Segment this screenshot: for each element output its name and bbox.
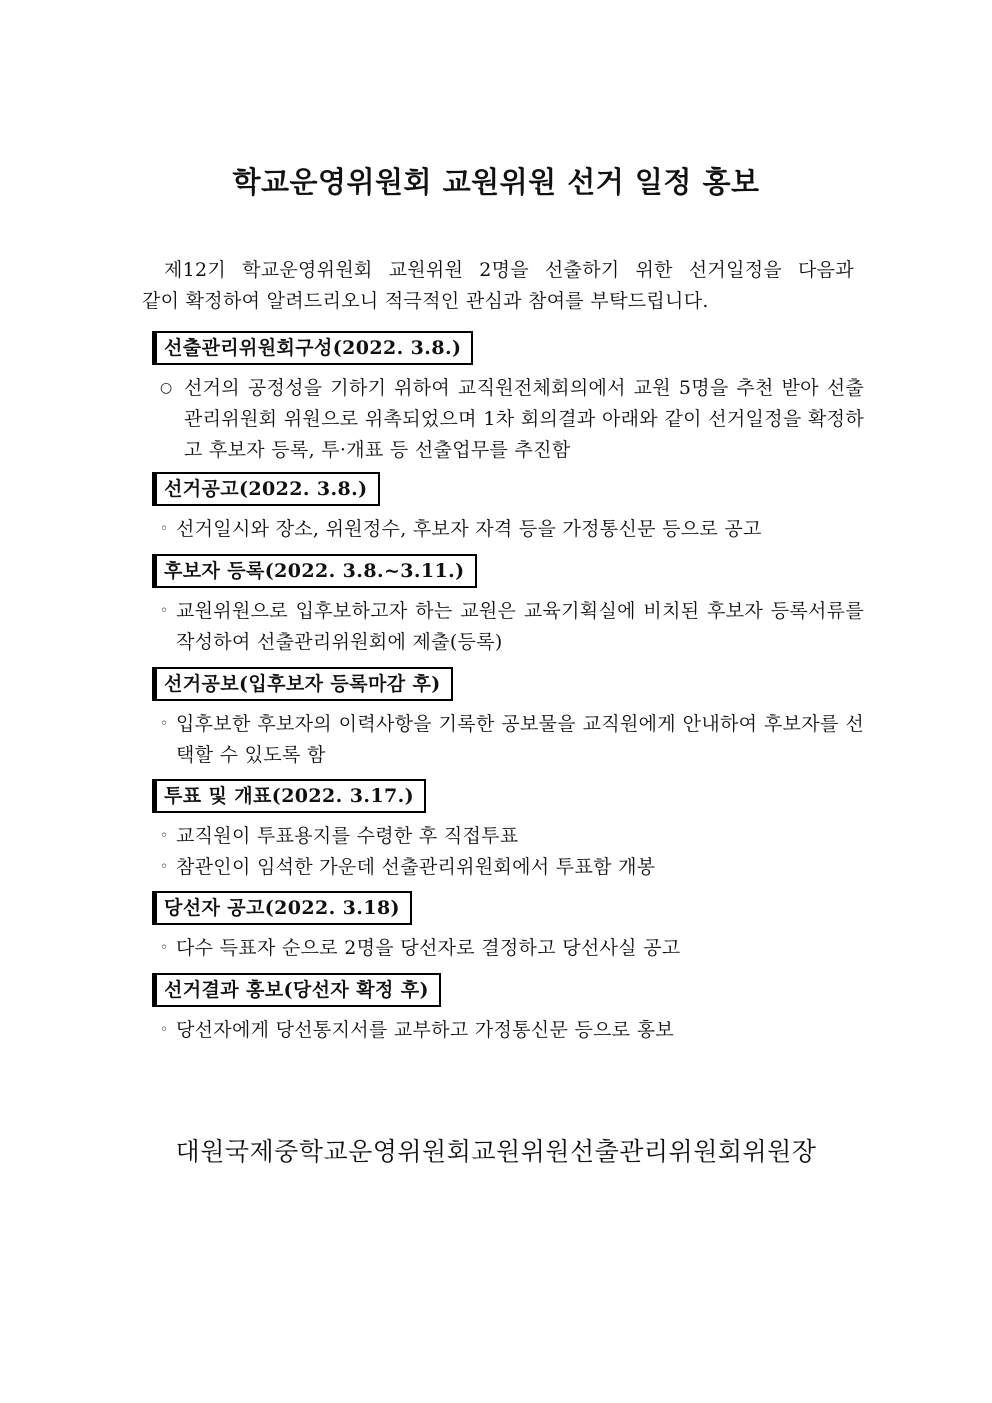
list-item: ◦ 입후보한 후보자의 이력사항을 기록한 공보물을 교직원에게 안내하여 후보자를 선택할 수 있도록 함	[160, 709, 864, 771]
list-item: ◦ 선거일시와 장소, 위원정수, 후보자 자격 등을 가정통신문 등으로 공고	[160, 514, 864, 545]
bullet-circle-icon: ◦	[160, 1022, 169, 1038]
bullet-circle-icon: ◦	[160, 859, 169, 875]
bullet-circle-icon: ◦	[160, 603, 169, 619]
bullet-circle-icon: ○	[160, 380, 173, 396]
section-items	[160, 933, 864, 964]
section-items	[160, 1015, 864, 1046]
list-item: ◦ 참관인이 임석한 가운데 선출관리위원회에서 투표함 개봉	[160, 852, 864, 883]
section-winner-notice	[152, 891, 864, 964]
intro-line-1: 제12기 학교운영위원회 교원위원 2명을 선출하기 위한 선거일정을 다음과	[164, 259, 854, 281]
page-title: 학교운영위원회 교원위원 선거 일정 홍보	[232, 165, 760, 199]
section-heading: 당선자 공고(2022. 3.18)	[152, 891, 412, 925]
bullet-circle-icon: ◦	[160, 716, 169, 732]
section-election-bulletin	[152, 667, 864, 771]
section-committee	[152, 331, 864, 466]
list-item: ○ 선거의 공정성을 기하기 위하여 교직원전체회의에서 교원 5명을 추천 받아 선출관리위원회 위원으로 위촉되었으며 1차 회의결과 아래와 같이 선거일정을 확정하고 후보자 등록, 투·개표 등 선출업무를 추진함	[160, 373, 864, 466]
signature-line: 대원국제중학교운영위원회교원위원선출관리위원회위원장	[175, 1137, 817, 1166]
section-heading: 선거공고(2022. 3.8.)	[152, 472, 380, 506]
section-election-notice	[152, 472, 864, 545]
section-heading: 투표 및 개표(2022. 3.17.)	[152, 779, 426, 813]
section-heading: 후보자 등록(2022. 3.8.~3.11.)	[152, 554, 477, 588]
intro-paragraph	[142, 255, 854, 317]
list-item: ◦ 교직원이 투표용지를 수령한 후 직접투표	[160, 821, 864, 852]
bullet-circle-icon: ◦	[160, 940, 169, 956]
section-items	[160, 709, 864, 771]
list-item: ◦ 당선자에게 당선통지서를 교부하고 가정통신문 등으로 홍보	[160, 1015, 864, 1046]
section-result-publicity	[152, 973, 864, 1046]
list-item: ◦ 교원위원으로 입후보하고자 하는 교원은 교육기획실에 비치된 후보자 등록서류를 작성하여 선출관리위원회에 제출(등록)	[160, 596, 864, 658]
section-items	[160, 373, 864, 466]
section-heading: 선출관리위원회구성(2022. 3.8.)	[152, 331, 473, 365]
bullet-circle-icon: ◦	[160, 521, 169, 537]
section-heading: 선거결과 홍보(당선자 확정 후)	[152, 973, 441, 1007]
intro-line-2: 같이 확정하여 알려드리오니 적극적인 관심과 참여를 부탁드립니다.	[142, 290, 709, 312]
section-candidate-registration	[152, 554, 864, 658]
list-item: ◦ 다수 득표자 순으로 2명을 당선자로 결정하고 당선사실 공고	[160, 933, 864, 964]
section-items	[160, 821, 864, 883]
section-voting-counting	[152, 779, 864, 883]
section-items	[160, 596, 864, 658]
section-heading: 선거공보(입후보자 등록마감 후)	[152, 667, 453, 701]
bullet-circle-icon: ◦	[160, 828, 169, 844]
section-items	[160, 514, 864, 545]
